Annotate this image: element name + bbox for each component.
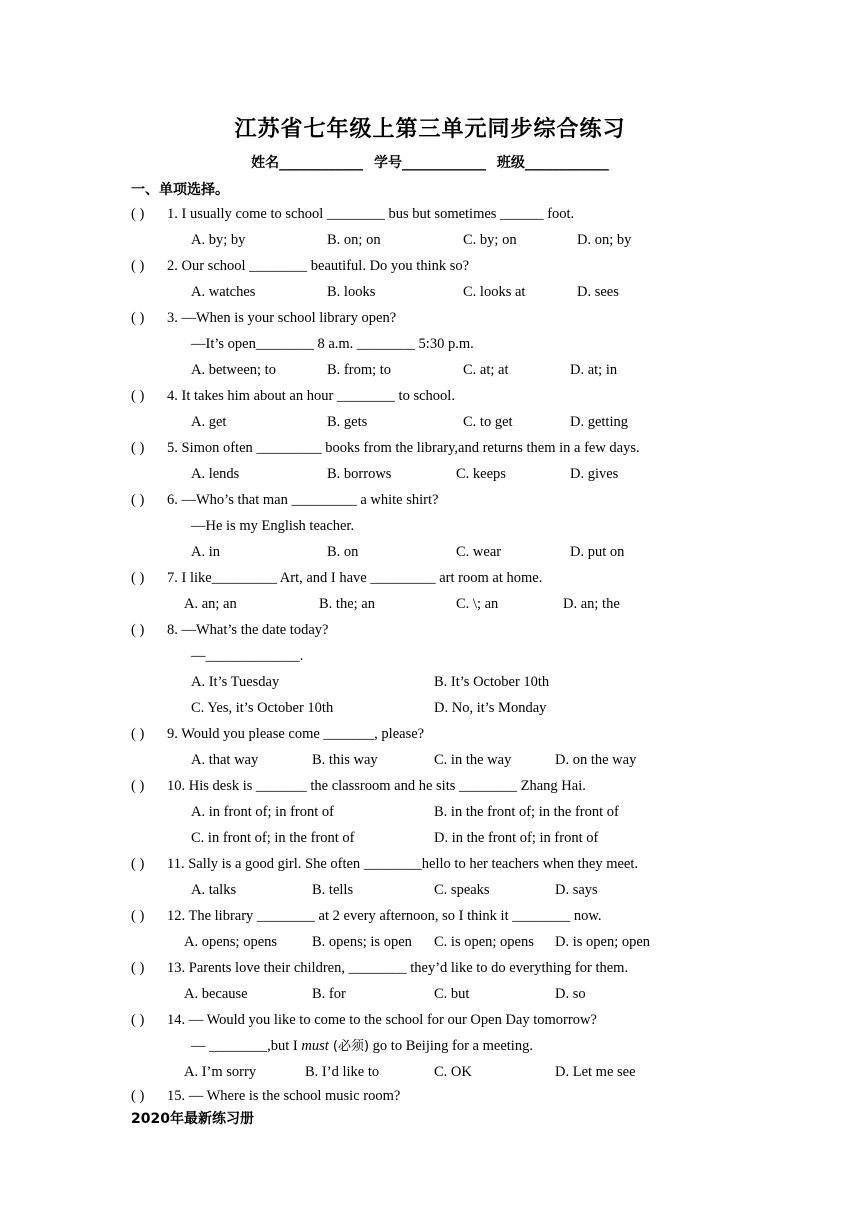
option-b: B. on; on bbox=[327, 232, 381, 248]
student-info-line bbox=[0, 152, 860, 172]
option-a: A. talks bbox=[191, 882, 237, 898]
question-stem: 8. —What’s the date today? bbox=[167, 622, 329, 638]
option-d: D. says bbox=[555, 882, 598, 898]
option-d: D. so bbox=[555, 986, 586, 1002]
answer-blank: ( ) bbox=[131, 778, 145, 794]
question-5 bbox=[131, 439, 640, 457]
answer-blank: ( ) bbox=[131, 960, 145, 976]
option-a: A. opens; opens bbox=[184, 934, 278, 950]
option-c: C. in front of; in the front of bbox=[191, 830, 355, 846]
answer-blank: ( ) bbox=[131, 310, 145, 326]
question-stem: 3. —When is your school library open? bbox=[167, 310, 397, 326]
question-dialogue-line: —_____________. bbox=[191, 648, 304, 664]
question-9 bbox=[131, 725, 424, 743]
option-a: A. an; an bbox=[184, 596, 237, 612]
answer-blank: ( ) bbox=[131, 206, 145, 222]
question-stem: 10. His desk is _______ the classroom and he sits ________ Zhang Hai. bbox=[167, 778, 586, 794]
answer-blank: ( ) bbox=[131, 622, 145, 638]
question-3 bbox=[131, 309, 396, 327]
question-stem: 14. — Would you like to come to the school for our Open Day tomorrow? bbox=[167, 1012, 597, 1028]
answer-blank: ( ) bbox=[131, 258, 145, 274]
footer-label: 2020年最新练习册 bbox=[131, 1111, 254, 1127]
option-d: D. an; the bbox=[563, 596, 620, 612]
option-a: A. between; to bbox=[191, 362, 276, 378]
answer-blank: ( ) bbox=[131, 856, 145, 872]
name-field: 姓名____________ bbox=[251, 155, 364, 171]
option-a: A. lends bbox=[191, 466, 240, 482]
option-a: A. get bbox=[191, 414, 227, 430]
option-b: B. It’s October 10th bbox=[434, 674, 550, 690]
option-d: D. sees bbox=[577, 284, 619, 300]
option-c: C. wear bbox=[456, 544, 502, 560]
question-stem: 7. I like_________ Art, and I have _________ art room at home. bbox=[167, 570, 543, 586]
option-b: B. in the front of; in the front of bbox=[434, 804, 619, 820]
option-d: D. gives bbox=[570, 466, 619, 482]
answer-blank: ( ) bbox=[131, 726, 145, 742]
option-c: C. to get bbox=[463, 414, 513, 430]
answer-blank: ( ) bbox=[131, 388, 145, 404]
question-15 bbox=[131, 1087, 400, 1105]
option-d: D. getting bbox=[570, 414, 628, 430]
question-stem: 15. — Where is the school music room? bbox=[167, 1088, 401, 1104]
option-a: A. by; by bbox=[191, 232, 246, 248]
question-6 bbox=[131, 491, 438, 509]
option-b: B. gets bbox=[327, 414, 368, 430]
option-b: B. looks bbox=[327, 284, 376, 300]
option-c: C. keeps bbox=[456, 466, 506, 482]
option-d: D. in the front of; in front of bbox=[434, 830, 599, 846]
class-field: 班级____________ bbox=[496, 155, 609, 171]
option-d: D. on the way bbox=[555, 752, 637, 768]
question-8 bbox=[131, 621, 328, 639]
student-number-field: 学号____________ bbox=[374, 155, 486, 171]
question-stem: 11. Sally is a good girl. She often ________hello to her teachers when they meet. bbox=[167, 856, 639, 872]
question-dialogue-line: —It’s open________ 8 a.m. ________ 5:30 p.m. bbox=[191, 336, 474, 352]
question-stem: 1. I usually come to school ________ bus but sometimes ______ foot. bbox=[167, 206, 575, 222]
emphasis-word: must bbox=[301, 1038, 329, 1054]
option-a: A. that way bbox=[191, 752, 259, 768]
option-c: C. Yes, it’s October 10th bbox=[191, 700, 334, 716]
question-1 bbox=[131, 205, 574, 223]
question-10 bbox=[131, 777, 586, 795]
question-12 bbox=[131, 907, 602, 925]
section-heading: 一、单项选择。 bbox=[131, 182, 229, 198]
option-a: A. in front of; in front of bbox=[191, 804, 334, 820]
question-7 bbox=[131, 569, 542, 587]
option-d: D. on; by bbox=[577, 232, 632, 248]
option-a: A. watches bbox=[191, 284, 256, 300]
option-a: A. because bbox=[184, 986, 248, 1002]
option-b: B. I’d like to bbox=[305, 1064, 380, 1080]
answer-blank: ( ) bbox=[131, 440, 145, 456]
option-d: D. is open; open bbox=[555, 934, 651, 950]
question-11 bbox=[131, 855, 638, 873]
option-a: A. I’m sorry bbox=[184, 1064, 257, 1080]
page-title: 江苏省七年级上第三单元同步综合练习 bbox=[234, 117, 626, 142]
answer-blank: ( ) bbox=[131, 570, 145, 586]
option-c: C. at; at bbox=[463, 362, 509, 378]
option-d: D. put on bbox=[570, 544, 625, 560]
answer-blank: ( ) bbox=[131, 492, 145, 508]
option-b: B. this way bbox=[312, 752, 378, 768]
answer-blank: ( ) bbox=[131, 1088, 145, 1104]
option-c: C. in the way bbox=[434, 752, 512, 768]
option-b: B. for bbox=[312, 986, 346, 1002]
answer-blank: ( ) bbox=[131, 908, 145, 924]
question-4 bbox=[131, 387, 455, 405]
option-a: A. in bbox=[191, 544, 220, 560]
option-d: D. Let me see bbox=[555, 1064, 636, 1080]
question-stem: 9. Would you please come _______, please? bbox=[167, 726, 425, 742]
question-stem: 13. Parents love their children, ________ they’d like to do everything for them. bbox=[167, 960, 629, 976]
option-b: B. opens; is open bbox=[312, 934, 412, 950]
question-14 bbox=[131, 1011, 597, 1029]
option-b: B. tells bbox=[312, 882, 354, 898]
option-c: C. speaks bbox=[434, 882, 490, 898]
question-13 bbox=[131, 959, 628, 977]
question-stem: 12. The library ________ at 2 every afternoon, so I think it ________ now. bbox=[167, 908, 602, 924]
option-b: B. borrows bbox=[327, 466, 392, 482]
question-dialogue-line: —He is my English teacher. bbox=[191, 518, 355, 534]
answer-blank: ( ) bbox=[131, 1012, 145, 1028]
question-stem: 5. Simon often _________ books from the library,and returns them in a few days. bbox=[167, 440, 640, 456]
option-a: A. It’s Tuesday bbox=[191, 674, 280, 690]
chinese-gloss: (必须) bbox=[328, 1039, 370, 1054]
question-2 bbox=[131, 257, 469, 275]
option-d: D. at; in bbox=[570, 362, 618, 378]
question-stem: 4. It takes him about an hour ________ to school. bbox=[167, 388, 455, 404]
question-stem: 6. —Who’s that man _________ a white shirt? bbox=[167, 492, 439, 508]
option-c: C. is open; opens bbox=[434, 934, 534, 950]
option-d: D. No, it’s Monday bbox=[434, 700, 547, 716]
question-stem: 2. Our school ________ beautiful. Do you think so? bbox=[167, 258, 470, 274]
option-c: C. \; an bbox=[456, 596, 499, 612]
option-c: C. looks at bbox=[463, 284, 526, 300]
option-b: B. from; to bbox=[327, 362, 392, 378]
question-dialogue-line: — ________,but I must (必须) go to Beijing for a meeting. bbox=[191, 1038, 533, 1054]
option-c: C. by; on bbox=[463, 232, 517, 248]
option-b: B. the; an bbox=[319, 596, 375, 612]
option-c: C. OK bbox=[434, 1064, 472, 1080]
option-b: B. on bbox=[327, 544, 359, 560]
option-c: C. but bbox=[434, 986, 470, 1002]
